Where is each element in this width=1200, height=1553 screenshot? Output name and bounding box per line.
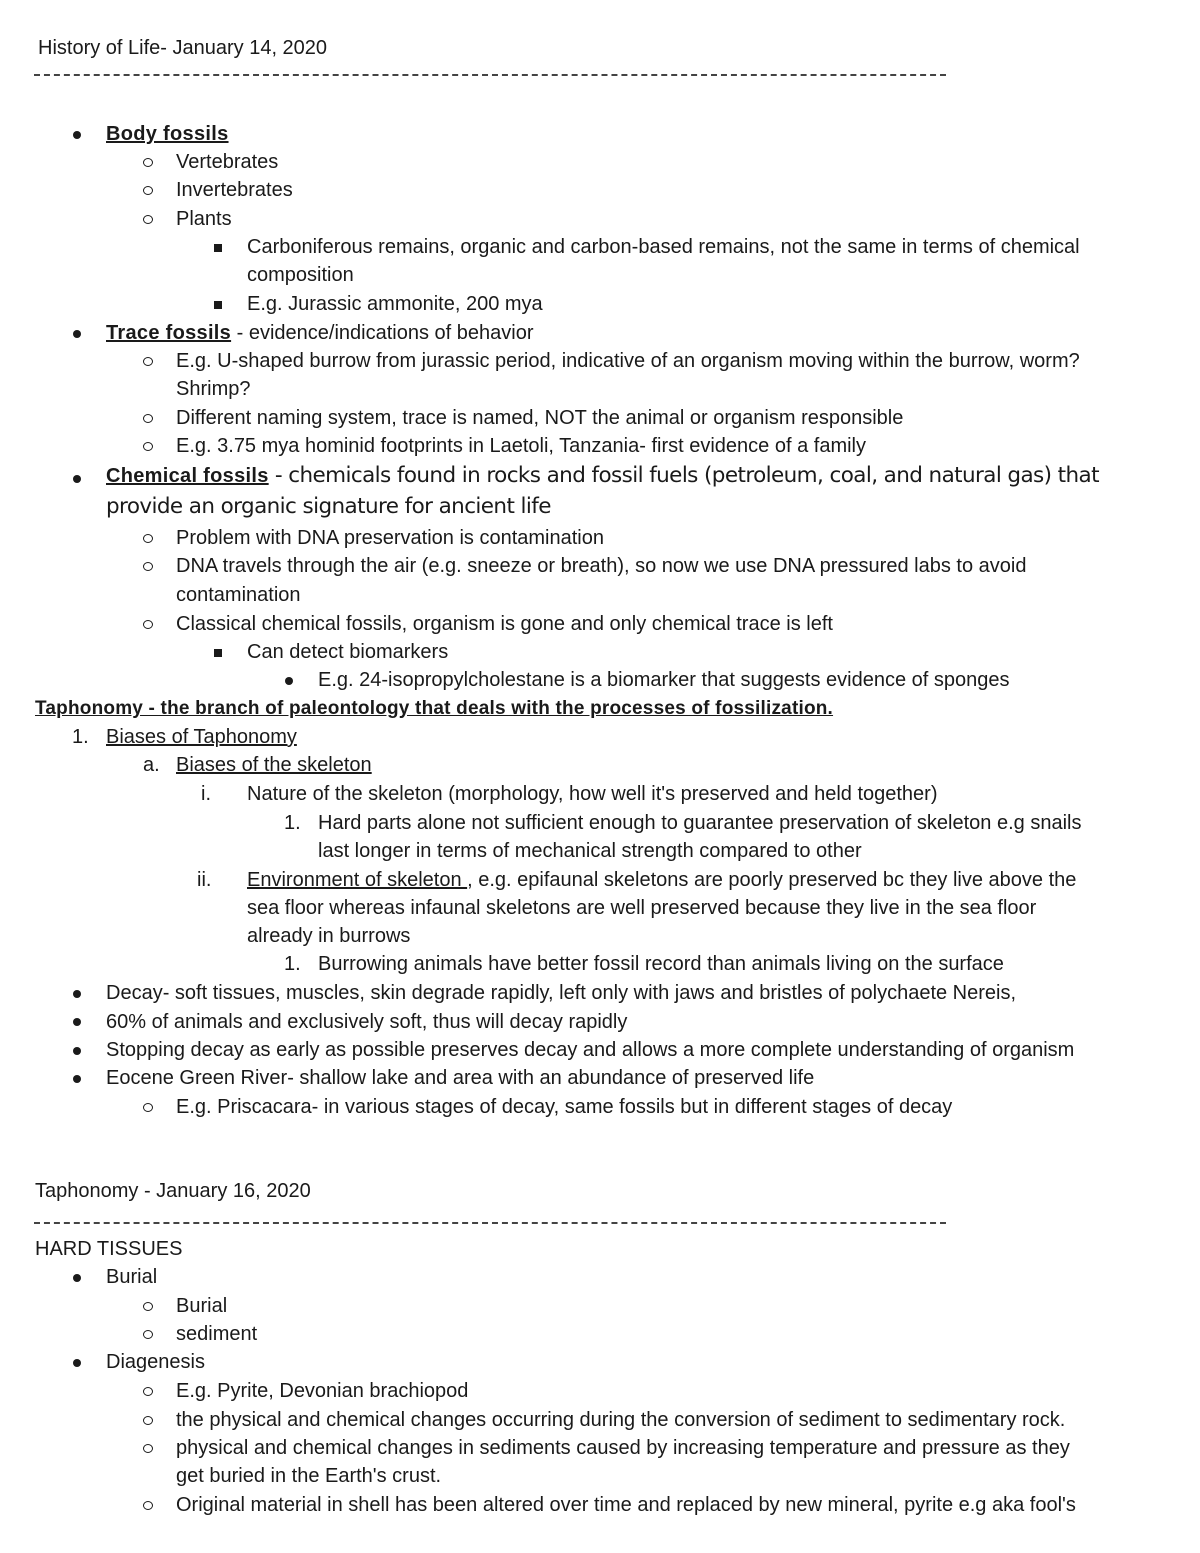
trace-fossils-heading: Trace fossils [106,322,232,344]
list-item: sediment [176,1323,258,1345]
list-item: E.g. Priscacara- in various stages of decay, same fossils but in different stages of decay [176,1096,953,1118]
list-item: Plants [176,208,232,230]
list-item: Stopping decay as early as possible preserves decay and allows a more complete understanding of organism [106,1039,1075,1061]
list-roman: i. [201,783,211,805]
bullet-icon [73,1018,81,1026]
square-bullet-icon [214,301,222,309]
environment-line [247,866,1076,894]
chemical-fossils-desc: - chemicals found in rocks and fossil fuels (petroleum, coal, and natural gas) that [268,463,1099,488]
section-title: Taphonomy - January 16, 2020 [35,1180,311,1202]
trace-fossils-desc: - evidence/indications of behavior [231,322,534,344]
circle-bullet-icon [143,1302,153,1311]
list-item: contamination [176,584,301,606]
bullet-icon [73,330,81,338]
list-item: the physical and chemical changes occurring during the conversion of sediment to sedimentary rock. [176,1409,1066,1431]
chemical-fossils-line [106,462,1099,490]
chemical-fossils-desc-cont: provide an organic signature for ancient life [106,494,551,519]
chemical-fossils-heading: Chemical fossils [106,465,269,487]
list-item: Eocene Green River- shallow lake and area with an abundance of preserved life [106,1067,815,1089]
list-item: composition [247,264,354,286]
list-letter: a. [143,754,160,776]
list-item: 60% of animals and exclusively soft, thus will decay rapidly [106,1011,628,1033]
bullet-icon [73,1274,81,1282]
list-item: Can detect biomarkers [247,641,449,663]
circle-bullet-icon [143,442,153,451]
square-bullet-icon [214,649,222,657]
circle-bullet-icon [143,158,153,167]
list-number: 1. [284,812,301,834]
circle-bullet-icon [143,215,153,224]
biases-of-taphonomy: Biases of Taphonomy [106,726,297,748]
list-number: 1. [72,726,89,748]
environment-text: , e.g. epifaunal skeletons are poorly preserved bc they live above the [467,869,1077,891]
bullet-icon [73,131,81,139]
list-item: E.g. 3.75 mya hominid footprints in Laetoli, Tanzania- first evidence of a family [176,435,866,457]
list-item: already in burrows [247,925,411,947]
circle-bullet-icon [143,1103,153,1112]
list-item: Problem with DNA preservation is contamination [176,527,604,549]
list-item: E.g. 24-isopropylcholestane is a biomarker that suggests evidence of sponges [318,669,1010,691]
hard-tissues-heading: HARD TISSUES [35,1238,183,1260]
body-fossils-heading: Body fossils [106,123,229,145]
list-item: Vertebrates [176,151,279,173]
circle-bullet-icon [143,1444,153,1453]
divider [34,1222,946,1224]
taphonomy-heading: Taphonomy - the branch of paleontology that deals with the processes of fossilization. [35,698,834,719]
circle-bullet-icon [143,414,153,423]
list-item: last longer in terms of mechanical strength compared to other [318,840,862,862]
bullet-icon [73,1047,81,1055]
bullet-icon [73,1075,81,1083]
list-item: Decay- soft tissues, muscles, skin degrade rapidly, left only with jaws and bristles of polychaete Nereis, [106,982,1017,1004]
list-item: Hard parts alone not sufficient enough to guarantee preservation of skeleton e.g snails [318,812,1082,834]
list-item: sea floor whereas infaunal skeletons are well preserved because they live in the sea floor [247,897,1037,919]
circle-bullet-icon [143,1330,153,1339]
list-item: E.g. Jurassic ammonite, 200 mya [247,293,543,315]
list-item: Nature of the skeleton (morphology, how well it's preserved and held together) [247,783,938,805]
divider [34,74,946,76]
list-roman: ii. [197,869,212,891]
list-item: E.g. U-shaped burrow from jurassic period, indicative of an organism moving within the burrow, worm? [176,350,1080,372]
bullet-icon [73,475,81,483]
list-item: E.g. Pyrite, Devonian brachiopod [176,1380,469,1402]
bullet-icon [73,990,81,998]
list-item: Burial [176,1295,228,1317]
list-number: 1. [284,953,301,975]
list-item: physical and chemical changes in sediments caused by increasing temperature and pressure as they [176,1437,1070,1459]
bullet-icon [73,1359,81,1367]
circle-bullet-icon [143,534,153,543]
circle-bullet-icon [143,186,153,195]
list-item: DNA travels through the air (e.g. sneeze or breath), so now we use DNA pressured labs to avoid [176,555,1027,577]
trace-fossils-line [106,319,534,347]
circle-bullet-icon [143,620,153,629]
circle-bullet-icon [143,1387,153,1396]
list-item: Invertebrates [176,179,293,201]
square-bullet-icon [214,244,222,252]
list-item: get buried in the Earth's crust. [176,1465,442,1487]
environment-label: Environment of skeleton [247,869,468,891]
list-item: Burrowing animals have better fossil record than animals living on the surface [318,953,1004,975]
circle-bullet-icon [143,562,153,571]
circle-bullet-icon [143,1501,153,1510]
list-item: Shrimp? [176,378,251,400]
biases-of-skeleton: Biases of the skeleton [176,754,372,776]
list-item: Carboniferous remains, organic and carbon-based remains, not the same in terms of chemical [247,236,1080,258]
list-item: Burial [106,1266,158,1288]
list-item: Original material in shell has been altered over time and replaced by new mineral, pyrite e.g aka fool's [176,1494,1076,1516]
list-item: Classical chemical fossils, organism is gone and only chemical trace is left [176,613,833,635]
list-item: Different naming system, trace is named, NOT the animal or organism responsible [176,407,904,429]
page-title: History of Life- January 14, 2020 [38,37,328,59]
bullet-icon [285,677,293,685]
list-item: Diagenesis [106,1351,205,1373]
circle-bullet-icon [143,357,153,366]
circle-bullet-icon [143,1416,153,1425]
